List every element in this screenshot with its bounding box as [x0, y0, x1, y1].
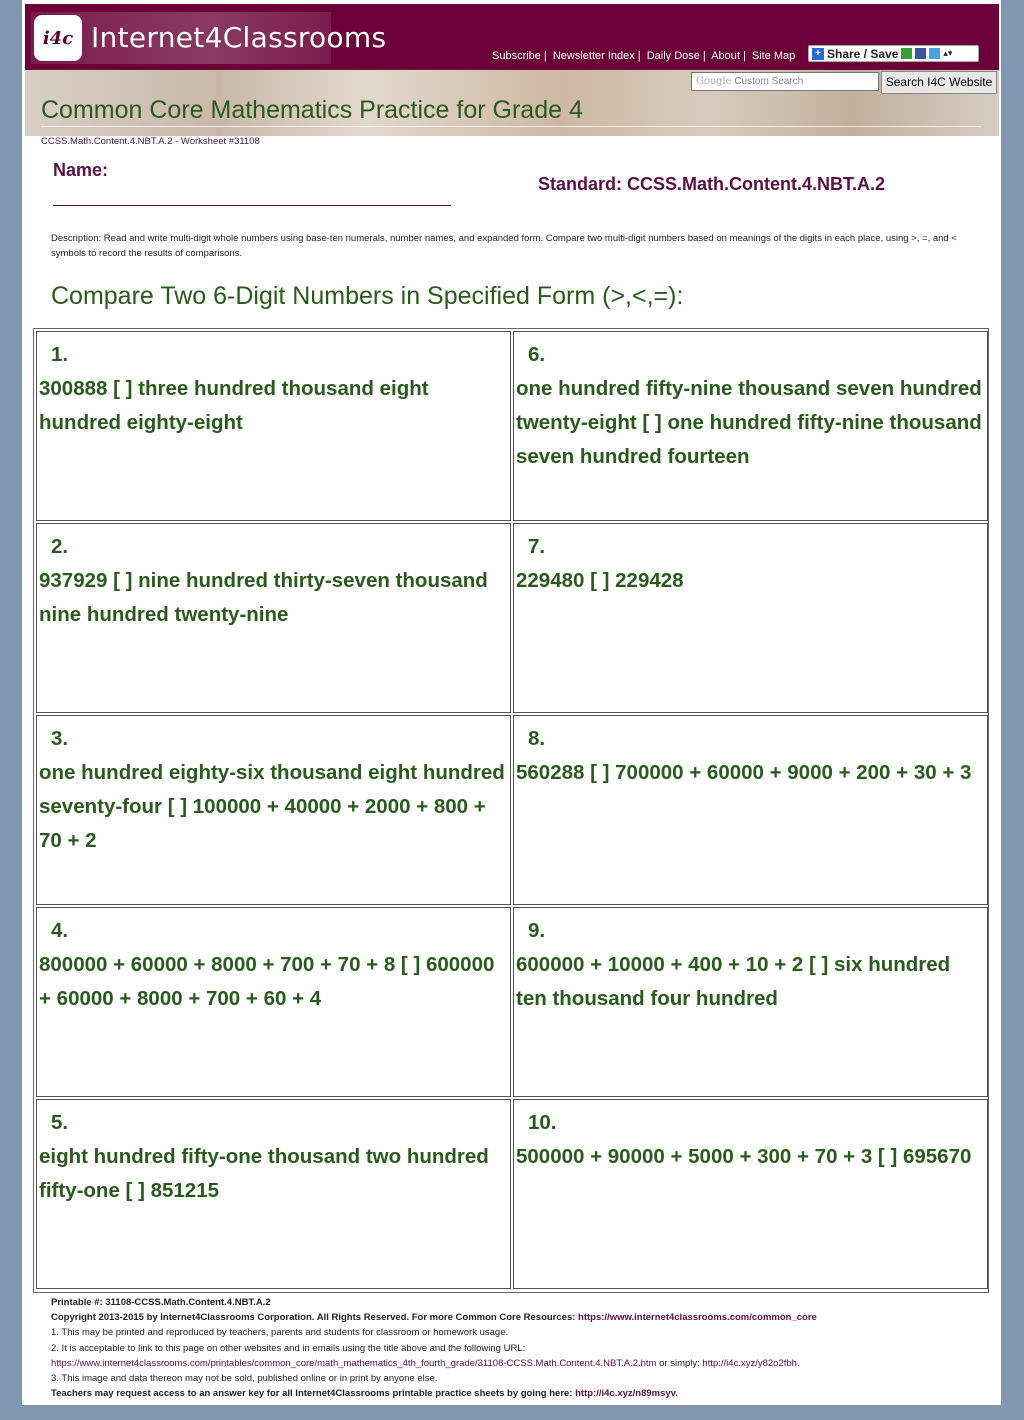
problem-cell	[513, 523, 988, 713]
note-1: 1. This may be printed and reproduced by teachers, parents and students for classroom or homework usage.	[51, 1327, 509, 1339]
note-2: 2. It is acceptable to link to this page on other websites and in emails using the title above and the following URL:	[51, 1342, 526, 1354]
common-core-link[interactable]: https://www.internet4classrooms.com/common_core	[578, 1312, 817, 1324]
problem-cell	[513, 715, 988, 905]
i4c-logo-icon: i4c	[34, 15, 82, 61]
answer-key-text: Teachers may request access to an answer key for all Internet4Classrooms printable practice sheets by going here:	[51, 1388, 573, 1400]
share-plus-icon: +	[812, 48, 824, 60]
share-save-button[interactable]	[808, 45, 979, 62]
problem-grid	[33, 328, 989, 1293]
problem-number: 4.	[51, 919, 69, 942]
description: Description: Read and write multi-digit whole numbers using base-ten numerals, number names, and expanded form. Compare two multi-digit numbers based on meanings of the digits in each place, using >, =, and < symbols to record the results of comparisons.	[51, 233, 957, 259]
problem-cell	[36, 715, 511, 905]
breadcrumb: CCSS.Math.Content.4.NBT.A.2 - Worksheet #31108	[41, 136, 260, 147]
banner	[25, 70, 999, 136]
nav-newsletter-index[interactable]: Newsletter Index	[552, 50, 635, 62]
problem-number: 7.	[528, 535, 546, 558]
problem-text: 937929 [ ] nine hundred thirty-seven thousand nine hundred twenty-nine	[39, 569, 488, 626]
problem-number: 9.	[528, 919, 546, 942]
worksheet-heading: Compare Two 6-Digit Numbers in Specified Form (>,<,=):	[51, 282, 684, 310]
share-label: Share / Save	[827, 46, 899, 61]
share-green-icon	[901, 48, 912, 59]
google-logo: Google	[696, 76, 732, 87]
twitter-icon	[929, 48, 940, 59]
search-button[interactable]: Search I4C Website	[881, 71, 997, 94]
problem-text: one hundred fifty-nine thousand seven hundred twenty-eight [ ] one hundred fifty-nine thousand seven hundred fourteen	[516, 377, 982, 468]
answer-key-link[interactable]: http://i4c.xyz/n89msyv	[575, 1388, 676, 1400]
note-3: 3. This image and data thereon may not be sold, published online or in print by anyone else.	[51, 1373, 438, 1385]
name-label: Name:	[53, 160, 109, 180]
search-placeholder: Custom Search	[734, 76, 804, 87]
problem-number: 3.	[51, 727, 69, 750]
search-input[interactable]	[691, 72, 879, 91]
problem-number: 2.	[51, 535, 69, 558]
problem-cell	[513, 331, 988, 521]
standard-label: Standard: CCSS.Math.Content.4.NBT.A.2	[538, 174, 886, 194]
problem-text: 560288 [ ] 700000 + 60000 + 9000 + 200 + 30 + 3	[516, 761, 972, 784]
problem-text: 800000 + 60000 + 8000 + 700 + 70 + 8 [ ] 600000 + 60000 + 8000 + 700 + 60 + 4	[39, 953, 495, 1010]
top-nav: Subscribe | Newsletter Index | Daily Dose | About | Site Map	[492, 50, 796, 62]
problem-text: 600000 + 10000 + 400 + 10 + 2 [ ] six hundred ten thousand four hundred	[516, 953, 951, 1010]
short-url-link[interactable]: http://i4c.xyz/y82o2fbh	[702, 1357, 797, 1369]
problem-number: 8.	[528, 727, 546, 750]
problem-cell	[36, 907, 511, 1097]
nav-about[interactable]: About	[711, 50, 740, 62]
page	[22, 0, 1001, 1405]
site-logo[interactable]	[31, 12, 387, 64]
worksheet-url-link[interactable]: https://www.internet4classrooms.com/printables/common_core/math_mathematics_4th_fourth_grade/31108-CCSS.Math.Content.4.NBT.A.2.htm	[51, 1357, 657, 1369]
logo-text: Internet4Classrooms	[91, 21, 387, 54]
page-title: Common Core Mathematics Practice for Grade 4	[41, 96, 583, 124]
problem-text: 229480 [ ] 229428	[516, 569, 684, 592]
problem-cell	[36, 331, 511, 521]
problem-text: 500000 + 90000 + 5000 + 300 + 70 + 3 [ ] 695670	[516, 1145, 972, 1168]
name-line	[53, 205, 451, 206]
problem-text: 300888 [ ] three hundred thousand eight hundred eighty-eight	[39, 377, 429, 434]
problem-number: 10.	[528, 1111, 557, 1134]
problem-cell	[513, 1099, 988, 1289]
nav-subscribe[interactable]: Subscribe	[492, 50, 541, 62]
problem-number: 6.	[528, 343, 546, 366]
note-2-or: or simply:	[656, 1357, 703, 1369]
footer: Printable #: 31108-CCSS.Math.Content.4.NBT.A.2 Copyright 2013-2015 by Internet4Classrooms Corporation. All Rights Reserved. For more Common Core Resources: https://www.internet4classrooms.com/common_core 1. This may be printed and reproduced by teachers, parents and students for classroom or homework usage. 2. It is acceptable to link to this page on other websites and in emails using the title above and the following URL: https://www.internet4classrooms.com/printables/common_core/math_mathematics_4th_fourth_grade/31108-CCSS.Math.Content.4.NBT.A.2.htm or simply: http://i4c.xyz/y82o2fbh. 3. This image and data thereon may not be sold, published online or in print by anyone else. Teachers may request access to an answer key for all Internet4Classrooms printable practice sheets by going here: http://i4c.xyz/n89msyv.	[51, 1295, 991, 1401]
printable-number: Printable #: 31108-CCSS.Math.Content.4.NBT.A.2	[51, 1297, 271, 1308]
title-divider	[41, 126, 981, 127]
problem-text: one hundred eighty-six thousand eight hundred seventy-four [ ] 100000 + 40000 + 2000 + 800 + 70 + 2	[39, 761, 505, 852]
problem-text: eight hundred fifty-one thousand two hundred fifty-one [ ] 851215	[39, 1145, 489, 1202]
problem-cell	[36, 523, 511, 713]
nav-site-map[interactable]: Site Map	[751, 50, 796, 62]
problem-number: 1.	[51, 343, 69, 366]
problem-cell	[36, 1099, 511, 1289]
copyright: Copyright 2013-2015 by Internet4Classrooms Corporation. All Rights Reserved. For more Common Core Resources:	[51, 1312, 576, 1324]
problem-number: 5.	[51, 1111, 69, 1134]
facebook-icon	[915, 48, 926, 59]
nav-daily-dose[interactable]: Daily Dose	[646, 50, 700, 62]
chevron-updown-icon: ▴▾	[943, 48, 953, 58]
problem-cell	[513, 907, 988, 1097]
site-header	[25, 4, 999, 70]
